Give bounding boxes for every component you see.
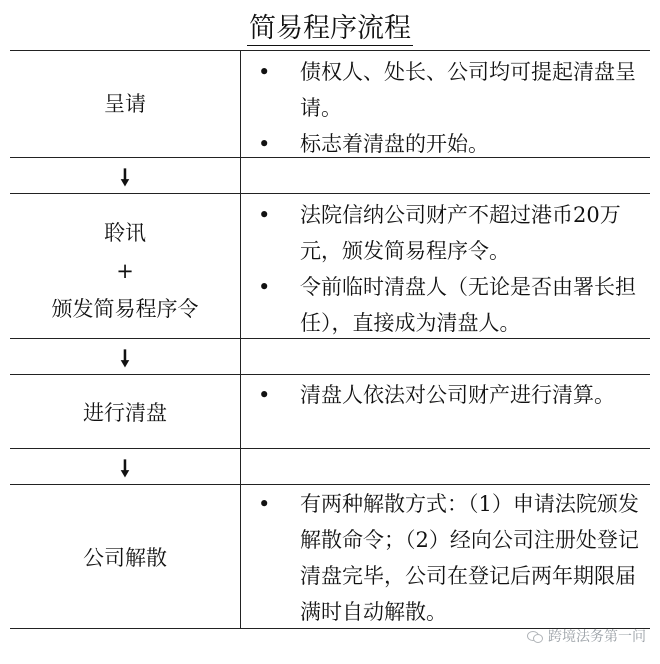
step-label: 进行清盘 (83, 401, 167, 425)
step-label: 聆讯 (104, 221, 146, 245)
down-arrow-icon: 🠗 (120, 166, 130, 191)
table-border (10, 448, 650, 449)
bullet-item: • 标志着清盘的开始。 (258, 126, 643, 162)
bullet-item: • 清盘人依法对公司财产进行清算。 (258, 377, 643, 413)
step-label: + (116, 259, 134, 283)
watermark (527, 626, 646, 646)
step-petition-details (258, 54, 643, 162)
watermark-text: 跨境法务第一问 (548, 629, 646, 645)
bullet-item: • 法院信纳公司财产不超过港币20万元，颁发简易程序令。 (258, 197, 643, 269)
bullet-icon: • (258, 275, 271, 299)
step-petition (10, 88, 240, 118)
bullet-icon: • (258, 203, 271, 227)
bullet-icon: • (258, 492, 271, 516)
step-label: 公司解散 (83, 546, 167, 570)
bullet-icon: • (258, 60, 271, 84)
page-title: 简易程序流程 (249, 13, 411, 44)
table-border (10, 50, 650, 51)
step-hearing-order-details (258, 197, 643, 341)
down-arrow-icon: 🠗 (120, 347, 130, 372)
wechat-icon (527, 629, 543, 643)
step-label: 颁发简易程序令 (51, 297, 199, 321)
bullet-icon: • (258, 132, 271, 156)
column-divider (240, 50, 241, 628)
bullet-icon: • (258, 383, 271, 407)
down-arrow-icon: 🠗 (120, 457, 130, 482)
bullet-item: • 令前临时清盘人（无论是否由署长担任），直接成为清盘人。 (258, 269, 643, 341)
step-liquidation (10, 397, 240, 427)
step-dissolution-details (258, 486, 643, 630)
step-hearing-order (10, 214, 240, 328)
bullet-item: • 有两种解散方式：（1）申请法院颁发解散命令；（2）经向公司注册处登记清盘完毕，公司在登记后两年期限届满时自动解散。 (258, 486, 643, 630)
step-liquidation-details (258, 377, 643, 413)
step-label: 呈请 (104, 92, 146, 116)
step-dissolution (10, 542, 240, 572)
bullet-item: • 债权人、处长、公司均可提起清盘呈请。 (258, 54, 643, 126)
